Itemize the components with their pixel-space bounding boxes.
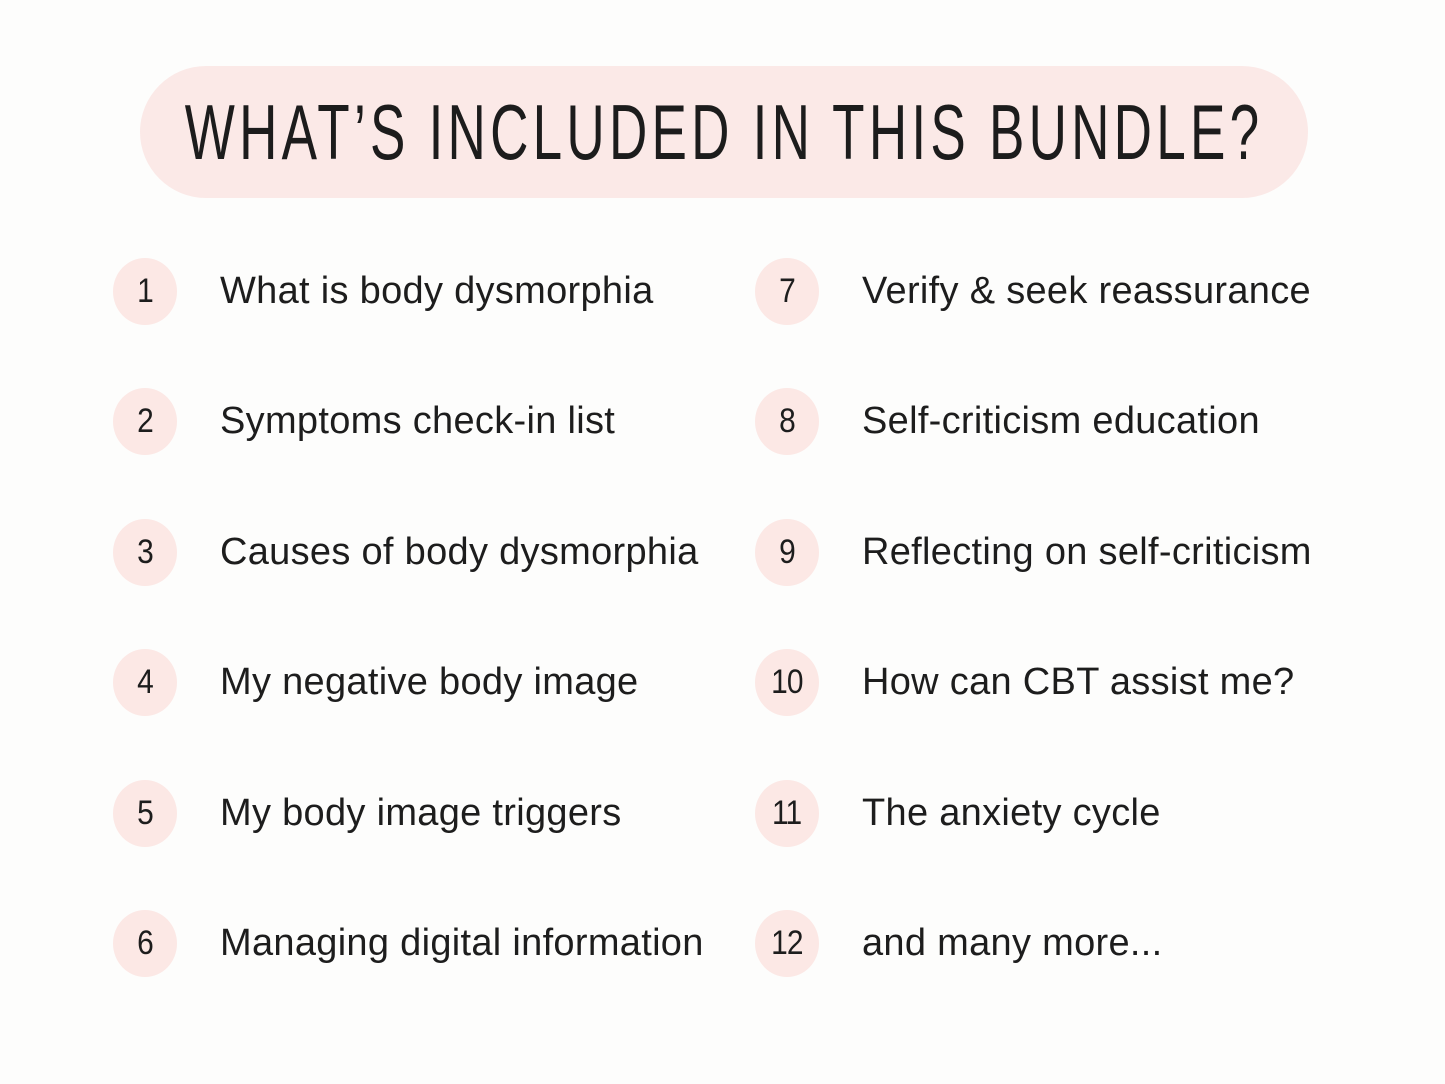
item-number: 1	[137, 271, 153, 310]
bundle-item-2	[113, 389, 755, 455]
item-number-badge	[755, 519, 819, 586]
item-number: 5	[137, 793, 153, 832]
item-label: The anxiety cycle	[862, 791, 1161, 834]
item-number-badge	[113, 519, 177, 586]
item-label: Causes of body dysmorphia	[220, 530, 699, 573]
right-column	[755, 258, 1393, 977]
item-label: and many more...	[862, 922, 1163, 964]
item-label: What is body dysmorphia	[220, 269, 654, 312]
item-label: Symptoms check-in list	[220, 400, 616, 442]
item-number: 8	[779, 402, 795, 440]
item-label: Managing digital information	[220, 922, 704, 964]
item-label: My negative body image	[220, 661, 639, 703]
left-column	[113, 258, 755, 977]
item-label: Self-criticism education	[862, 400, 1260, 442]
bundle-item-4	[113, 650, 755, 716]
bundle-item-12	[755, 911, 1393, 977]
bundle-item-1	[113, 258, 755, 324]
bundle-item-6	[113, 911, 755, 977]
item-number-badge	[755, 388, 819, 455]
item-number: 3	[137, 532, 153, 571]
item-number: 4	[137, 663, 153, 701]
bundle-item-11	[755, 780, 1393, 846]
item-number-badge	[755, 780, 819, 847]
item-number: 12	[771, 924, 803, 962]
bundle-item-10	[755, 650, 1393, 716]
bundle-item-9	[755, 519, 1393, 585]
bundle-items-grid	[113, 258, 1393, 977]
item-number: 6	[137, 924, 153, 962]
item-number-badge	[113, 388, 177, 455]
item-label: Reflecting on self-criticism	[862, 530, 1312, 573]
page-title: WHAT’S INCLUDED IN THIS BUNDLE?	[184, 87, 1264, 176]
bundle-item-3	[113, 519, 755, 585]
bundle-item-7	[755, 258, 1393, 324]
item-number-badge	[113, 649, 177, 716]
bundle-item-5	[113, 780, 755, 846]
item-number: 10	[771, 663, 803, 701]
item-number: 9	[779, 532, 795, 571]
title-pill	[140, 66, 1308, 198]
item-number-badge	[113, 910, 177, 977]
item-label: Verify & seek reassurance	[862, 269, 1311, 312]
item-label: How can CBT assist me?	[862, 661, 1295, 703]
item-label: My body image triggers	[220, 791, 622, 834]
item-number: 2	[137, 402, 153, 440]
item-number-badge	[755, 910, 819, 977]
item-number: 7	[779, 271, 795, 310]
item-number-badge	[113, 258, 177, 325]
item-number-badge	[755, 258, 819, 325]
bundle-item-8	[755, 389, 1393, 455]
item-number: 11	[772, 793, 802, 832]
item-number-badge	[755, 649, 819, 716]
item-number-badge	[113, 780, 177, 847]
